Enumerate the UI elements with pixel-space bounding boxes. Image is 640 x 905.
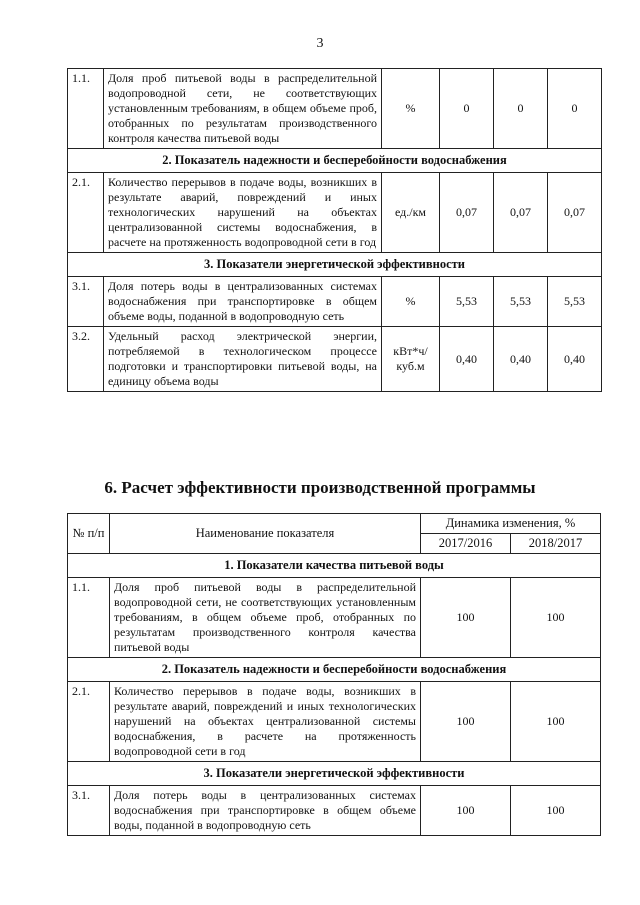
table-row — [68, 69, 602, 149]
indicator-name: Доля потерь воды в централизованных системах водоснабжения при транспортировке в общем объеме воды, поданной в водопроводную сеть — [104, 277, 382, 327]
row-number: 3.2. — [68, 327, 104, 392]
value-cell: 100 — [511, 682, 601, 762]
header-dynamics: Динамика изменения, % — [421, 514, 601, 534]
section-row — [68, 149, 602, 173]
table-row — [68, 682, 601, 762]
indicator-name: Доля проб питьевой воды в распределительной водопроводной сети, не соответствующих установленным требованиям, в общем объеме проб, отобранных по результатам производственного контроля качества питьевой воды — [110, 578, 421, 658]
value-cell: 0 — [440, 69, 494, 149]
table-row — [68, 277, 602, 327]
unit-cell: % — [382, 69, 440, 149]
value-cell: 0,07 — [440, 173, 494, 253]
section-row — [68, 554, 601, 578]
section-title: 1. Показатели качества питьевой воды — [68, 554, 601, 578]
row-number: 2.1. — [68, 173, 104, 253]
unit-cell: кВт*ч/ куб.м — [382, 327, 440, 392]
section-row — [68, 658, 601, 682]
row-number: 1.1. — [68, 578, 110, 658]
section-title: 2. Показатель надежности и бесперебойности водоснабжения — [68, 658, 601, 682]
header-num: № п/п — [68, 514, 110, 554]
row-number: 2.1. — [68, 682, 110, 762]
header-year-2: 2018/2017 — [511, 534, 601, 554]
row-number: 3.1. — [68, 786, 110, 836]
indicator-name: Доля потерь воды в централизованных системах водоснабжения при транспортировке в общем объеме воды, поданной в водопроводную сеть — [110, 786, 421, 836]
section-row — [68, 253, 602, 277]
indicators-table — [67, 68, 602, 392]
value-cell: 100 — [511, 786, 601, 836]
efficiency-table — [67, 513, 601, 836]
table-row — [68, 173, 602, 253]
value-cell: 0 — [548, 69, 602, 149]
section-heading: 6. Расчет эффективности производственной программы — [104, 478, 536, 497]
page-number: 3 — [316, 36, 324, 51]
value-cell: 100 — [421, 578, 511, 658]
value-cell: 100 — [421, 786, 511, 836]
unit-cell: % — [382, 277, 440, 327]
table-row — [68, 578, 601, 658]
indicator-name: Количество перерывов в подаче воды, возникших в результате аварий, повреждений и иных технологических нарушений на объектах централизованной системы водоснабжения, в расчете на протяженность водопроводной сети в год — [104, 173, 382, 253]
value-cell: 100 — [511, 578, 601, 658]
indicator-name: Удельный расход электрической энергии, потребляемой в технологическом процессе подготовки и транспортировки питьевой воды, на единицу объема воды — [104, 327, 382, 392]
value-cell: 5,53 — [440, 277, 494, 327]
value-cell: 100 — [421, 682, 511, 762]
value-cell: 0,40 — [440, 327, 494, 392]
value-cell: 0,40 — [494, 327, 548, 392]
section-row — [68, 762, 601, 786]
section-title: 3. Показатели энергетической эффективности — [68, 253, 602, 277]
unit-cell: ед./км — [382, 173, 440, 253]
table-row — [68, 786, 601, 836]
header-name: Наименование показателя — [110, 514, 421, 554]
value-cell: 5,53 — [494, 277, 548, 327]
value-cell: 0,07 — [548, 173, 602, 253]
row-number: 1.1. — [68, 69, 104, 149]
header-year-1: 2017/2016 — [421, 534, 511, 554]
section-title: 2. Показатель надежности и бесперебойности водоснабжения — [68, 149, 602, 173]
value-cell: 0,07 — [494, 173, 548, 253]
value-cell: 0 — [494, 69, 548, 149]
indicator-name: Доля проб питьевой воды в распределительной водопроводной сети, не соответствующих установленным требованиям, в общем объеме проб, отобранных по результатам производственного контроля качества питьевой воды — [104, 69, 382, 149]
table-row — [68, 327, 602, 392]
row-number: 3.1. — [68, 277, 104, 327]
section-title: 3. Показатели энергетической эффективности — [68, 762, 601, 786]
value-cell: 0,40 — [548, 327, 602, 392]
value-cell: 5,53 — [548, 277, 602, 327]
indicator-name: Количество перерывов в подаче воды, возникших в результате аварий, повреждений и иных технологических нарушений на объектах централизованной системы водоснабжения, в расчете на протяженность водопроводной сети в год — [110, 682, 421, 762]
